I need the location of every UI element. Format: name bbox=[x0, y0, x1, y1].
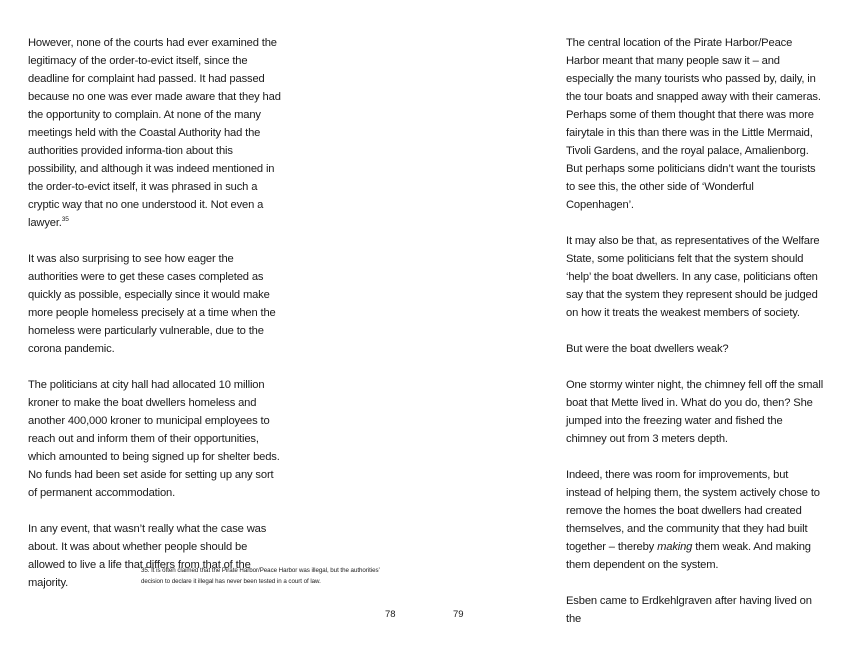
right-page bbox=[425, 0, 850, 652]
paragraph: However, none of the courts had ever examined the legitimacy of the order-to-evict itself, since the deadline for complaint had passed. It had passed because no one was ever made aware that they had the opportunity to complain. At none of the many meetings held with the Coastal Authority had the authorities provided informa-tion about this possibility, and although it was indeed mentioned in the order-to-evict itself, it was phrased in such a cryptic way that no one understood it. Not even a lawyer.$^{35}$ bbox=[28, 37, 281, 229]
left-text-column bbox=[28, 34, 284, 610]
page-number: 79 bbox=[453, 609, 464, 620]
paragraph: In any event, that wasn’t really what the case was about. It was about whether people should be allowed to live a life that differs from that of the majority. bbox=[28, 523, 267, 589]
page-number: 78 bbox=[385, 609, 396, 620]
emphasis: making bbox=[657, 541, 693, 553]
paragraph: It was also surprising to see how eager the authorities were to get these cases completed as quickly as possible, especially since it would make more people homeless precisely at a time when the homeless were particularly vulnerable, due to the corona pandemic. bbox=[28, 253, 276, 355]
paragraph: It may also be that, as representatives of the Welfare State, some politicians felt that the system should ‘help’ the boat dwellers. In any case, politicians often say that the system they represent should be judged on how it treats the weakest members of society. bbox=[566, 235, 820, 319]
right-text-column bbox=[566, 34, 824, 646]
paragraph: One stormy winter night, the chimney fell off the small boat that Mette lived in. What do you do, then? She jumped into the freezing water and fished the chimney out from 3 meters depth. bbox=[566, 379, 824, 445]
footnote: 35. It is often claimed that the Pirate Harbor/Peace Harbor was illegal, but the authorities’ decision to declare it illegal has never been tested in a court of law. bbox=[141, 567, 380, 585]
footnote-reference: 35 bbox=[61, 216, 69, 223]
paragraph: Esben came to Erdkehlgraven after having lived on the bbox=[566, 595, 812, 625]
paragraph: But were the boat dwellers weak? bbox=[566, 343, 729, 355]
paragraph: The politicians at city hall had allocated 10 million kroner to make the boat dwellers homeless and another 400,000 kroner to municipal employees to reach out and inform them of their opportunities, which amounted to being signed up for shelter beds. No funds had been set aside for setting up any sort of permanent accommodation. bbox=[28, 379, 280, 499]
paragraph: The central location of the Pirate Harbor/Peace Harbor meant that many people saw it – and especially the many tourists who passed by, daily, in the tour boats and snapped away with their cameras. Perhaps some of them thought that there was more fairytale in this than there was in the Little Mermaid, Tivoli Gardens, and the royal palace, Amalienborg. But perhaps some politicians didn’t want the tourists to see this, the other side of ‘Wonderful Copenhagen’. bbox=[566, 37, 821, 211]
paragraph: Indeed, there was room for improvements, but instead of helping them, the system actively chose to remove the homes the boat dwellers had created themselves, and the community that they had built together – thereby making them weak. And making them dependent on the system. bbox=[566, 469, 820, 571]
